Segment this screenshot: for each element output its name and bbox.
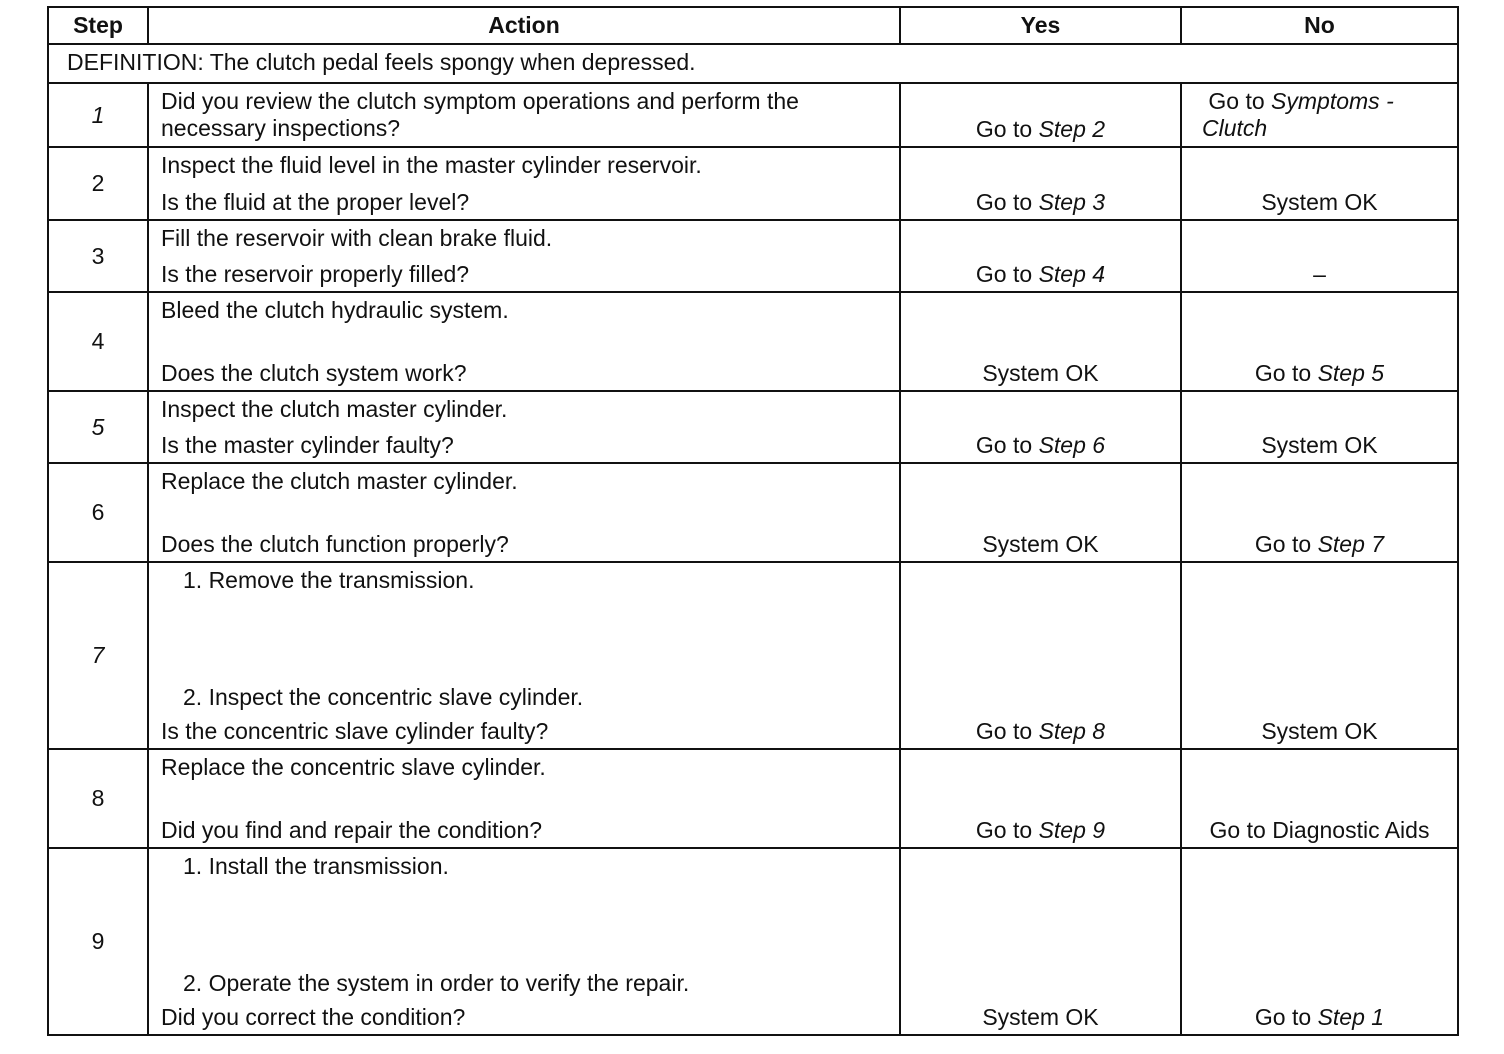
no-cell — [1181, 147, 1458, 220]
action-question: Is the fluid at the proper level? — [161, 189, 470, 215]
step-number: 5 — [48, 391, 148, 463]
table-row — [48, 220, 1458, 292]
action-list-item: 2. Operate the system in order to verify the repair. — [183, 970, 690, 996]
yes-result: System OK — [982, 1004, 1099, 1030]
action-question: Does the clutch system work? — [161, 360, 467, 386]
action-text: Fill the reservoir with clean brake fluid. — [161, 225, 553, 251]
yes-cell — [900, 220, 1181, 292]
table-row — [48, 848, 1458, 1035]
action-text: Did you review the clutch symptom operations and perform the — [161, 88, 799, 114]
table-row — [48, 83, 1458, 147]
yes-cell — [900, 292, 1181, 391]
action-cell — [148, 83, 900, 147]
action-question: Did you find and repair the condition? — [161, 817, 543, 843]
action-question: Is the concentric slave cylinder faulty? — [161, 718, 549, 744]
action-cell — [148, 147, 900, 220]
header-yes: Yes — [900, 7, 1181, 44]
no-result: Go to Step 5 — [1254, 360, 1385, 386]
action-cell — [148, 749, 900, 848]
action-cell — [148, 220, 900, 292]
yes-cell — [900, 391, 1181, 463]
yes-cell — [900, 463, 1181, 562]
table-row — [48, 147, 1458, 220]
action-text: Inspect the fluid level in the master cylinder reservoir. — [161, 152, 702, 178]
table-row — [48, 463, 1458, 562]
yes-cell — [900, 83, 1181, 147]
header-step: Step — [48, 7, 148, 44]
yes-cell — [900, 562, 1181, 749]
no-result: System OK — [1261, 718, 1378, 744]
no-result: System OK — [1261, 189, 1378, 215]
no-result: Go to Symptoms - Clutch — [1202, 88, 1394, 141]
yes-result: System OK — [982, 360, 1099, 386]
definition-row — [48, 44, 1458, 83]
step-number: 2 — [48, 147, 148, 220]
diagnostic-table — [47, 6, 1459, 1036]
step-number: 6 — [48, 463, 148, 562]
table-row — [48, 562, 1458, 749]
no-result: System OK — [1261, 432, 1378, 458]
no-cell — [1181, 220, 1458, 292]
no-result: Go to Step 7 — [1254, 531, 1385, 557]
table-row — [48, 749, 1458, 848]
step-number: 8 — [48, 749, 148, 848]
action-cell — [148, 292, 900, 391]
no-result: Go to Diagnostic Aids — [1209, 817, 1430, 843]
no-cell — [1181, 562, 1458, 749]
yes-result: System OK — [982, 531, 1099, 557]
action-list-item: 1. Remove the transmission. — [183, 567, 475, 593]
definition-text: DEFINITION: The clutch pedal feels spongy when depressed. — [48, 44, 1458, 83]
no-result: Go to Step 1 — [1254, 1004, 1385, 1030]
yes-result: Go to Step 2 — [975, 116, 1106, 142]
yes-cell — [900, 147, 1181, 220]
step-number: 4 — [48, 292, 148, 391]
yes-result: Go to Step 9 — [975, 817, 1106, 843]
action-text: Inspect the clutch master cylinder. — [161, 396, 508, 422]
action-cell — [148, 848, 900, 1035]
action-question: Does the clutch function properly? — [161, 531, 509, 557]
yes-result: Go to Step 8 — [975, 718, 1106, 744]
step-number: 7 — [48, 562, 148, 749]
header-action: Action — [148, 7, 900, 44]
yes-result: Go to Step 3 — [975, 189, 1106, 215]
step-number: 3 — [48, 220, 148, 292]
action-text: Replace the clutch master cylinder. — [161, 468, 518, 494]
action-cell — [148, 463, 900, 562]
action-question: necessary inspections? — [161, 115, 401, 141]
action-cell — [148, 562, 900, 749]
action-question: Did you correct the condition? — [161, 1004, 466, 1030]
no-cell — [1181, 83, 1458, 147]
step-number: 1 — [48, 83, 148, 147]
action-list-item: 2. Inspect the concentric slave cylinder. — [183, 684, 584, 710]
action-question: Is the master cylinder faulty? — [161, 432, 454, 458]
yes-result: Go to Step 6 — [975, 432, 1106, 458]
header-row — [48, 7, 1458, 44]
no-cell — [1181, 848, 1458, 1035]
action-cell — [148, 391, 900, 463]
no-cell — [1181, 749, 1458, 848]
step-number: 9 — [48, 848, 148, 1035]
action-text: Replace the concentric slave cylinder. — [161, 754, 546, 780]
yes-result: Go to Step 4 — [975, 261, 1106, 287]
table-row — [48, 391, 1458, 463]
header-no: No — [1181, 7, 1458, 44]
action-list-item: 1. Install the transmission. — [183, 853, 449, 879]
no-cell — [1181, 292, 1458, 391]
yes-cell — [900, 749, 1181, 848]
table-row — [48, 292, 1458, 391]
action-text: Bleed the clutch hydraulic system. — [161, 297, 509, 323]
no-cell — [1181, 463, 1458, 562]
action-question: Is the reservoir properly filled? — [161, 261, 470, 287]
yes-cell — [900, 848, 1181, 1035]
no-cell — [1181, 391, 1458, 463]
no-result: – — [1313, 261, 1326, 287]
